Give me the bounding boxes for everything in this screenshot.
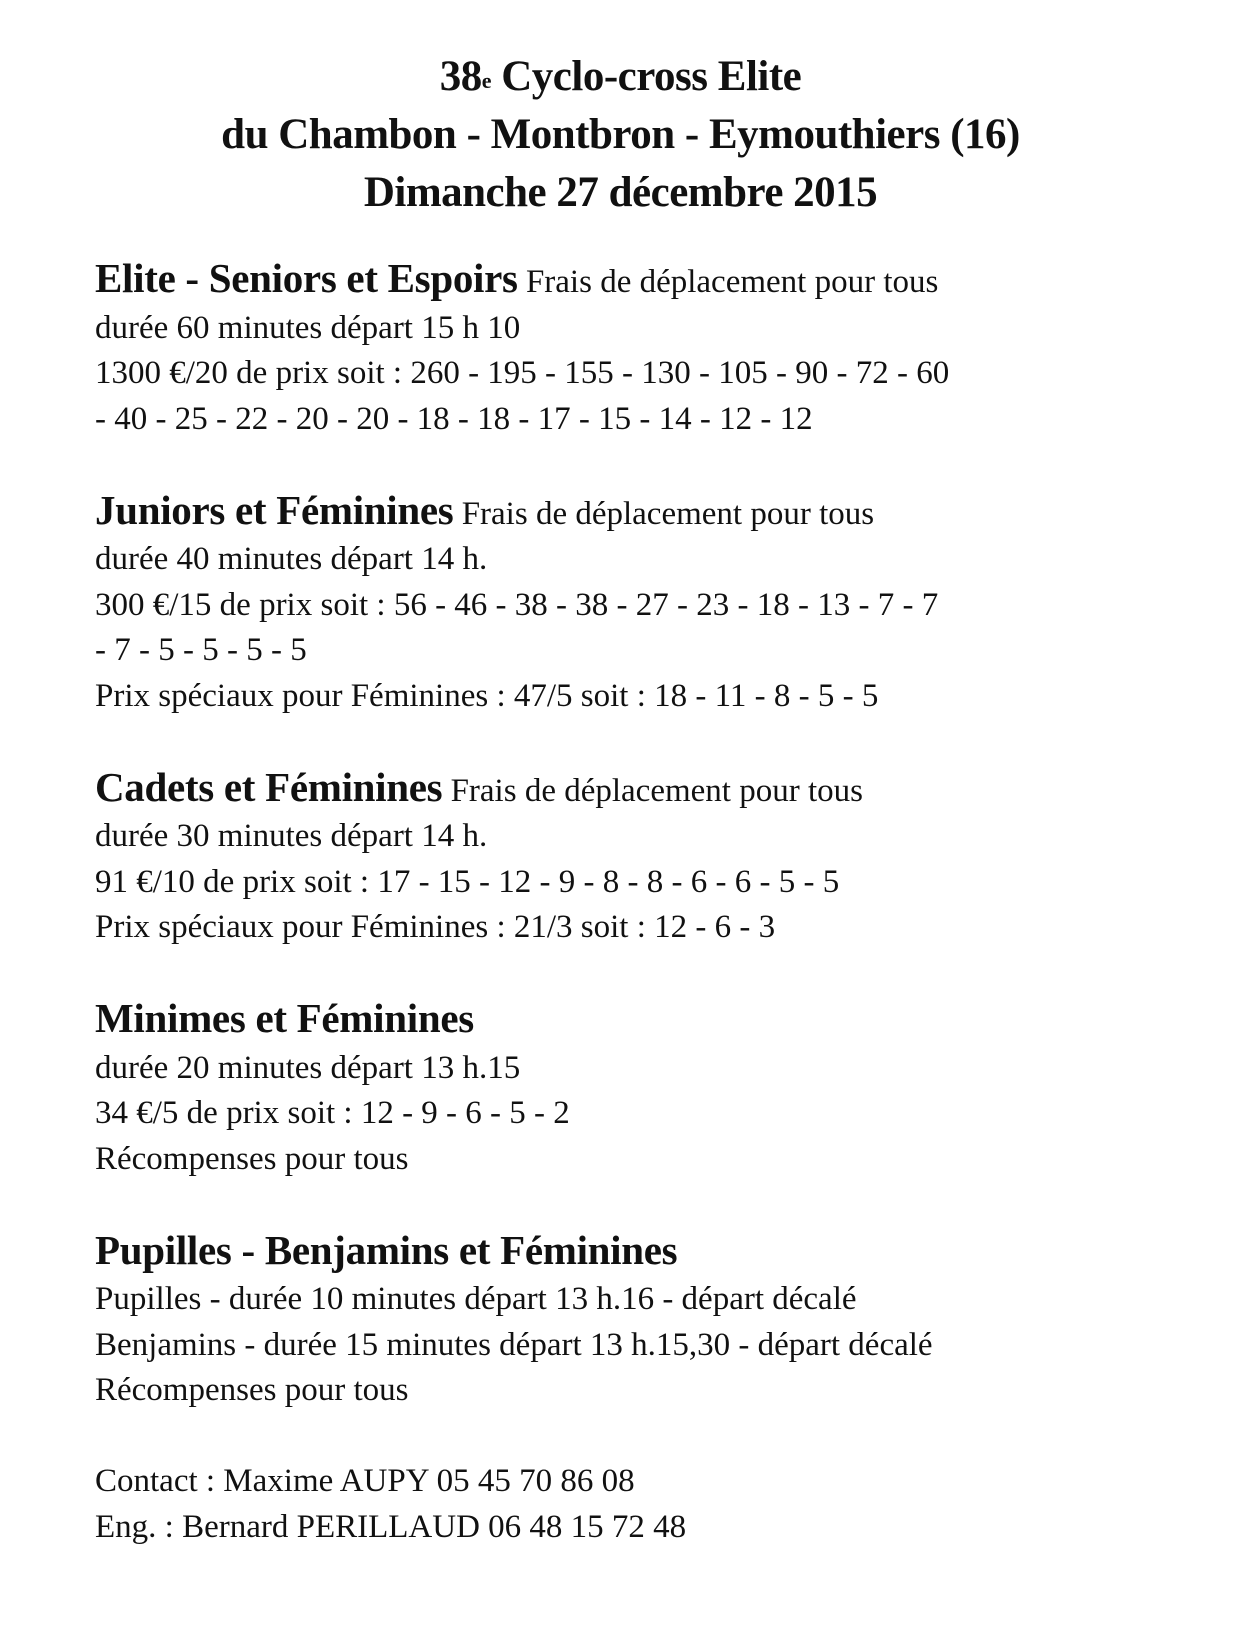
section-line: 300 €/15 de prix soit : 56 - 46 - 38 - 38 - 27 - 23 - 18 - 13 - 7 - 7 <box>95 586 939 623</box>
section-heading <box>95 996 1215 1046</box>
section-juniors <box>95 488 1215 720</box>
title-line-2: du Chambon - Montbron - Eymouthiers (16) <box>221 111 1020 158</box>
engagement-line: Eng. : Bernard PERILLAUD 06 48 15 72 48 <box>95 1508 687 1545</box>
section-line: 91 €/10 de prix soit : 17 - 15 - 12 - 9 - 8 - 8 - 6 - 6 - 5 - 5 <box>95 863 840 900</box>
section-line: Récompenses pour tous <box>95 1372 409 1408</box>
section-title: Pupilles - Benjamins et Féminines <box>95 1226 678 1273</box>
section-heading <box>95 488 1215 538</box>
section-note: Frais de déplacement pour tous <box>517 264 939 300</box>
section-title: Juniors et Féminines <box>95 486 454 533</box>
section-title: Cadets et Féminines <box>95 763 443 810</box>
section-line: Benjamins - durée 15 minutes départ 13 h.15,30 - départ décalé <box>95 1326 933 1363</box>
section-heading <box>95 1228 1215 1278</box>
section-line: - 40 - 25 - 22 - 20 - 20 - 18 - 18 - 17 - 15 - 14 - 12 - 12 <box>95 400 813 437</box>
section-line: durée 30 minutes départ 14 h. <box>95 818 488 854</box>
section-line: Prix spéciaux pour Féminines : 47/5 soit : 18 - 11 - 8 - 5 - 5 <box>95 677 879 714</box>
section-line: durée 40 minutes départ 14 h. <box>95 541 488 577</box>
title-line-1 <box>0 48 1241 106</box>
section-line: Pupilles - durée 10 minutes départ 13 h.16 - départ décalé <box>95 1281 857 1317</box>
section-heading <box>95 765 1215 815</box>
event-name: Cyclo-cross Elite <box>491 53 802 100</box>
section-elite <box>95 256 1215 442</box>
section-line: durée 20 minutes départ 13 h.15 <box>95 1049 521 1086</box>
page-header <box>0 48 1241 222</box>
section-note: Frais de déplacement pour tous <box>442 772 863 809</box>
section-line: durée 60 minutes départ 15 h 10 <box>95 309 521 346</box>
section-line: Récompenses pour tous <box>95 1140 409 1177</box>
section-title: Minimes et Féminines <box>95 995 474 1041</box>
section-cadets <box>95 765 1215 951</box>
edition-number: 38 <box>439 53 482 100</box>
section-minimes <box>95 996 1215 1182</box>
section-heading <box>95 256 1215 306</box>
section-line: 1300 €/20 de prix soit : 260 - 195 - 155 - 130 - 105 - 90 - 72 - 60 <box>95 355 950 391</box>
section-note: Frais de déplacement pour tous <box>453 495 875 532</box>
race-categories <box>95 256 1215 1550</box>
title-line-3: Dimanche 27 décembre 2015 <box>363 169 878 216</box>
edition-superscript: e <box>481 68 491 93</box>
section-pupilles <box>95 1228 1215 1414</box>
contact-block <box>95 1459 1215 1550</box>
section-line: Prix spéciaux pour Féminines : 21/3 soit : 12 - 6 - 3 <box>95 909 776 945</box>
section-title: Elite - Seniors et Espoirs <box>95 255 518 301</box>
section-line: - 7 - 5 - 5 - 5 - 5 <box>95 632 307 668</box>
section-line: 34 €/5 de prix soit : 12 - 9 - 6 - 5 - 2 <box>95 1095 570 1131</box>
contact-line: Contact : Maxime AUPY 05 45 70 86 08 <box>95 1463 635 1499</box>
